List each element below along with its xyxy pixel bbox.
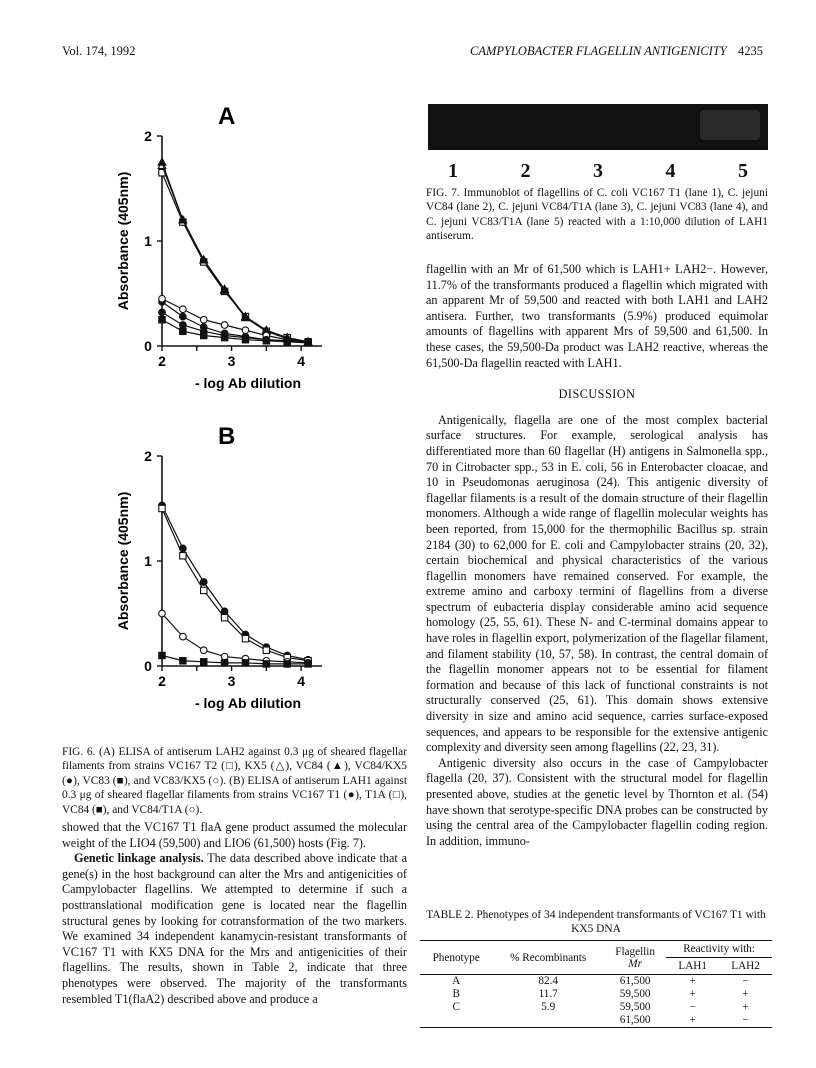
data-point [201, 587, 207, 593]
lane-label: 2 [520, 160, 531, 182]
table-row [420, 988, 772, 1001]
data-point [200, 328, 207, 335]
data-point [263, 336, 270, 343]
cell-recomb: 11.7 [538, 988, 558, 1000]
figure-6-caption: FIG. 6. (A) ELISA of antiserum LAH2 against 0.3 μg of sheared flagellar filaments from strains VC167 T2 (□), KX5 (△), VC84 (▲), VC84/KX5 (●), VC83 (■), and VC83/KX5 (○). (B) ELISA of antiserum LAH1 against 0.3 μg of sheared flagellar filaments from strains VC167 T1 (●), T1A (□), VC84 (■), and VC84/T1A (○). [62, 746, 407, 816]
data-point [180, 313, 187, 320]
table-2-title: TABLE 2. Phenotypes of 34 independent transformants of VC167 T1 with KX5 DNA [426, 909, 766, 935]
y-tick-label: 0 [144, 338, 152, 354]
table-2 [420, 908, 772, 1028]
data-point [180, 633, 187, 640]
data-point [180, 322, 187, 329]
data-point [200, 316, 207, 323]
lane-numbers [448, 160, 748, 183]
data-point [242, 660, 248, 666]
lane-label: 3 [593, 160, 603, 182]
data-point [284, 337, 291, 344]
panel-label: A [218, 103, 236, 130]
cell-recomb [492, 1014, 604, 1028]
col-header-recombinants: % Recombinants [492, 941, 604, 975]
data-point [200, 647, 207, 654]
cell-recomb: 5.9 [541, 1001, 556, 1013]
cell-lah2: − [742, 1014, 749, 1026]
cell-phenotype: C [452, 1001, 460, 1013]
cell-mr: 61,500 [619, 1014, 651, 1026]
data-point [159, 652, 165, 658]
x-tick-label: 2 [158, 673, 166, 689]
data-point [221, 332, 228, 339]
x-tick-label: 4 [297, 673, 306, 689]
data-point [263, 647, 269, 653]
data-point [159, 295, 166, 302]
data-point [221, 615, 227, 621]
data-point [242, 334, 249, 341]
table-row [420, 975, 772, 989]
figure-7-caption: FIG. 7. Immunoblot of flagellins of C. coli VC167 T1 (lane 1), C. jejuni VC84 (lane 2), C. jejuni VC84/T1A (lane 3), C. jejuni VC83 (lane 4), and C. jejuni VC83/T1A (lane 5) reacted with a 1:10,000 dilution of LAH1 antiserum. [426, 187, 768, 243]
discussion-heading: DISCUSSION [558, 387, 636, 402]
col-header-lah2: LAH2 [719, 958, 772, 975]
data-point [158, 158, 166, 165]
table-row [420, 1014, 772, 1028]
panel-label: B [218, 423, 236, 450]
cell-lah1: − [689, 1001, 696, 1013]
cell-mr: 59,500 [619, 988, 651, 1000]
cell-recomb: 82.4 [538, 975, 558, 987]
left-column [62, 820, 407, 1007]
cell-lah2: + [742, 1001, 749, 1013]
data-point [180, 306, 187, 313]
cell-phenotype [420, 1014, 492, 1028]
y-axis-label: Absorbance (405nm) [115, 491, 131, 631]
data-point [305, 339, 312, 346]
data-point [242, 636, 248, 642]
running-header-title: CAMPYLOBACTER FLAGELLIN ANTIGENICITY [470, 44, 727, 58]
y-tick-label: 2 [144, 128, 152, 144]
data-point [180, 658, 186, 664]
y-tick-label: 1 [144, 233, 152, 249]
cell-phenotype: B [452, 988, 460, 1000]
right-column [426, 262, 768, 849]
cell-lah1: + [689, 975, 696, 987]
discussion-paragraph-1: Antigenically, flagella are one of the most complex bacterial surface structures. For example, serological analysis has differentiated more than 60 flagellar (H) antigens in Salmonella spp., 70 in Citrobacter spp., 53 in E. coli, 56 in Enterobacter cloacae, and 10 in Pseudomonas aeruginosa (24). This antigenic diversity of flagellar filaments is a result of the domain structure of their flagellin monomers. Although a wide range of flagellin molecular weights has been reported, from 15,000 for the thermophilic Bacillus sp. strain 2184 (30) to 62,000 for E. coli and Campylobacter strains (20, 32), certain biochemical and physical characteristics of the various flagellin monomers have remained conserved. For example, the extreme amino and carboxy termini of flagellins from a diverse spectrum of eubacteria display considerable amino acid sequence homology (25, 55, 61). These N- and C-terminal domains appear to have roles in flagellin export, polymerization of the flagellar filament, and filament stability (10, 57, 58). In contrast, the central domain of the flagellin monomer appears not to be essential for filament formation and because of this lack of functional constraints is not structurally conserved (25, 61). This domain shows extensive diversity in size and amino acid sequence, carries surface-exposed sequences, and appears to be responsible for the extensive antigenic complexity and diversity seen among flagellins (22, 23, 31). [426, 412, 768, 755]
left-paragraph-continuation: showed that the VC167 T1 flaA gene product assumed the molecular weight of the LIO4 (59,500) and LIO6 (61,500) hosts (Fig. 7). [62, 820, 407, 850]
data-point [159, 610, 166, 617]
data-point [305, 661, 311, 667]
running-header-volume: Vol. 174, 1992 [62, 44, 136, 58]
col-header-phenotype: Phenotype [420, 941, 492, 975]
data-point [180, 328, 186, 334]
data-point [263, 661, 269, 667]
x-tick-label: 4 [297, 353, 306, 369]
figure-6a-chart [110, 100, 350, 400]
data-point [284, 661, 290, 667]
col-header-reactivity: Reactivity with: [666, 941, 772, 958]
y-tick-label: 1 [144, 553, 152, 569]
col-header-mr: Mr [628, 957, 642, 970]
data-point [200, 579, 207, 586]
x-axis-label: - log Ab dilution [194, 695, 302, 711]
genetic-linkage-paragraph [62, 851, 407, 1007]
lane-label: 1 [448, 160, 458, 182]
genetic-linkage-heading: Genetic linkage analysis. [74, 851, 204, 866]
y-tick-label: 0 [144, 658, 152, 674]
cell-mr: 61,500 [619, 975, 651, 987]
data-point [180, 553, 186, 559]
data-point [201, 659, 207, 665]
right-paragraph-continuation: flagellin with an Mr of 61,500 which is LAH1+ LAH2−. However, 11.7% of the transformants produced a flagellin which migrated with an apparent Mr of 59,500 and reacted with both LAH1 and LAH2 antisera. Further, two transformants (5.9%) produced equimolar amounts of flagellins with apparent Mrs of 59,500 and 61,500. In these cases, the 59,500-Da product was LAH2 reactive, whereas the 61,500-Da flagellin reacted with LAH1. [426, 262, 768, 370]
lane-label: 4 [665, 160, 676, 182]
immunoblot-image [428, 104, 768, 150]
cell-phenotype: A [452, 975, 461, 987]
data-point [159, 317, 165, 323]
cell-lah1: + [689, 988, 696, 1000]
table-row [420, 1001, 772, 1014]
cell-lah1: + [689, 1014, 696, 1026]
data-point [242, 327, 249, 334]
cell-mr: 59,500 [619, 1001, 651, 1013]
x-tick-label: 3 [227, 353, 236, 369]
data-point [221, 322, 228, 329]
discussion-paragraph-2: Antigenic diversity also occurs in the case of Campylobacter flagella (20, 37). Consistent with the structural model for flagellin presented above, studies at the genetic level by Thornton et al. (54) have shown that serotype-specific DNA probes can be constructed by using the central area of the Campylobacter flagellin coding region. In addition, immuno- [426, 755, 768, 848]
y-axis-label: Absorbance (405nm) [115, 171, 131, 311]
y-tick-label: 2 [144, 448, 152, 464]
cell-lah2: − [742, 975, 749, 987]
table-2-grid [420, 940, 772, 1028]
x-tick-label: 2 [158, 353, 166, 369]
page-number: 4235 [738, 44, 763, 58]
lane-label: 5 [738, 160, 748, 182]
cell-lah2: + [742, 988, 749, 1000]
data-point [159, 309, 166, 316]
genetic-linkage-text: The data described above indicate that a gene(s) in the host background can alter the Mrs and antigenicities of Campylobacter flagellins. We attempted to determine if such a posttranslational modification gene is located near the flagellin structural genes by looking for cotransformation of the two markers. We examined 34 independent kanamycin-resistant transformants of VC167 T1 with KX5 DNA for the Mrs and antigenicities of their flagellins. The results, shown in Table 2, indicate that three phenotypes were observed. The majority of the transformants resembled T1(flaA2) described above and produce a [62, 851, 407, 1006]
x-axis-label: - log Ab dilution [194, 375, 302, 391]
x-tick-label: 3 [227, 673, 236, 689]
data-point [159, 505, 165, 511]
data-point [221, 660, 227, 666]
blot-band [700, 110, 760, 140]
col-header-lah1: LAH1 [666, 958, 719, 975]
data-point [221, 653, 228, 660]
figure-6b-chart [110, 420, 350, 720]
col-header-flagellin: Flagellin Mr [604, 941, 666, 975]
